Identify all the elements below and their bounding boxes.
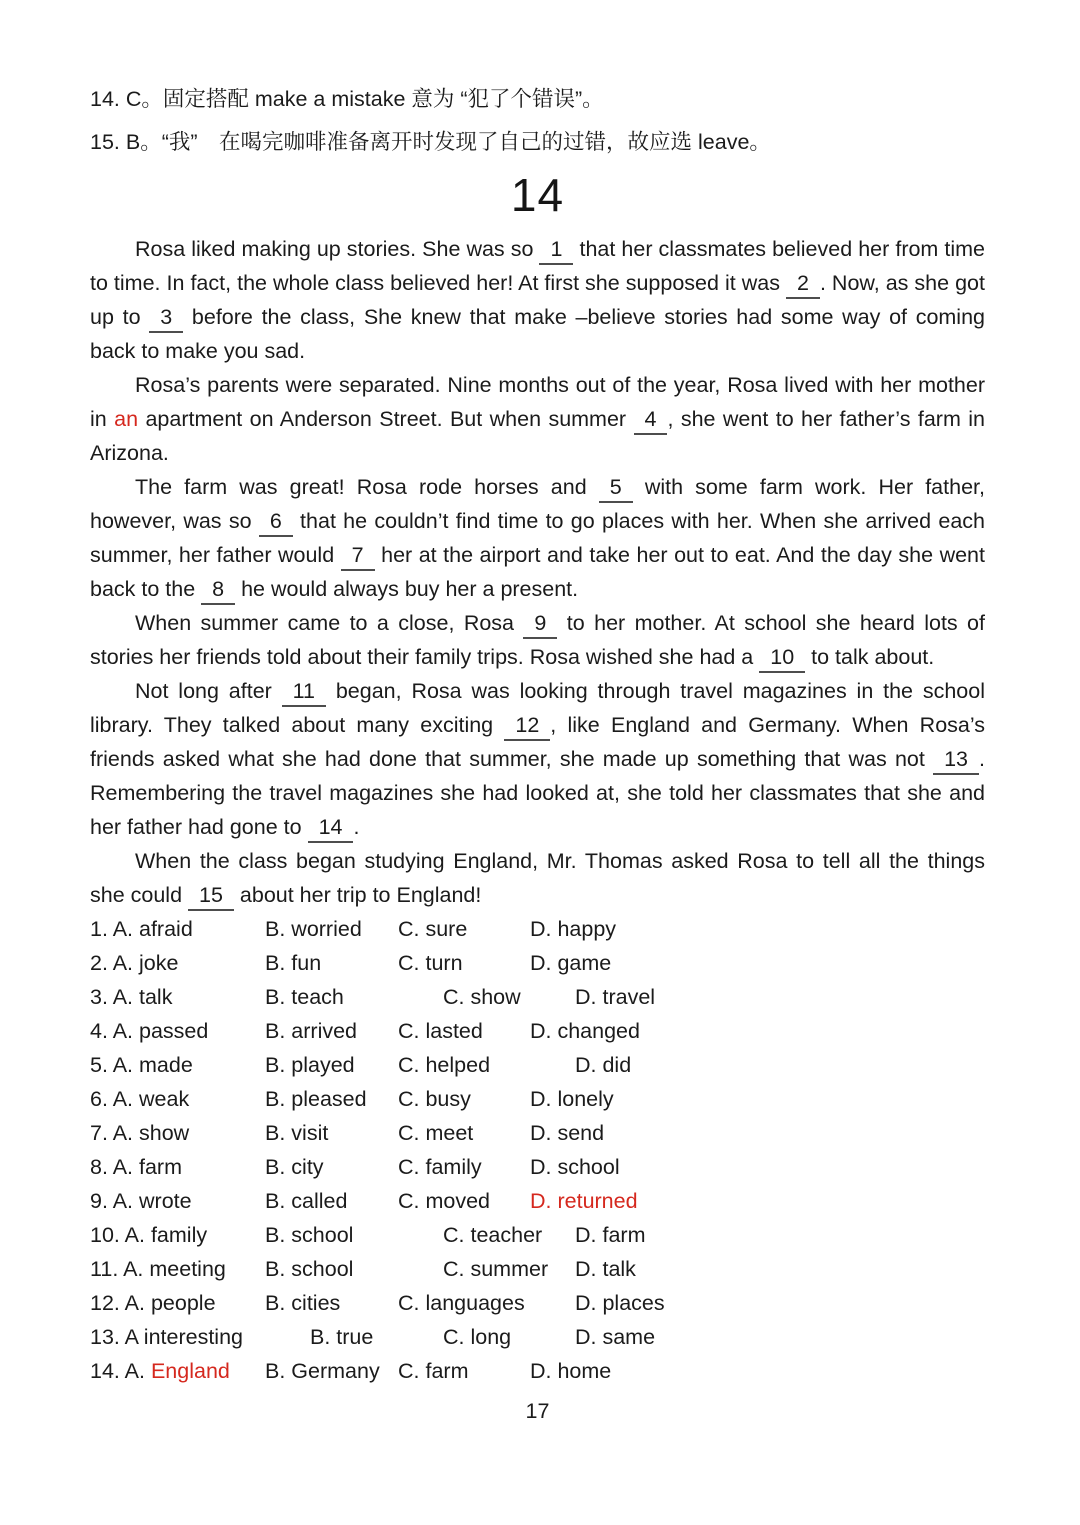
text-segment: that he couldn’t find time to go places with her. When she arrived each summer, her father would [90, 509, 985, 567]
text-segment: B. worried [265, 917, 362, 941]
option-14-B [265, 1354, 398, 1388]
option-12-B [265, 1286, 398, 1320]
option-4-A [90, 1014, 265, 1048]
text-segment: that her classmates believed her from time to time. In fact, the whole class believed her! At first she supposed it was [90, 237, 986, 295]
option-13-A [90, 1320, 265, 1354]
option-4-D [530, 1014, 640, 1048]
option-5-C [398, 1048, 530, 1082]
option-6-B [265, 1082, 398, 1116]
text-segment: 7. A. show [90, 1121, 190, 1145]
text-segment: 10. A. family [90, 1223, 208, 1247]
text-segment: 4. A. passed [90, 1019, 209, 1043]
text-segment: C. sure [398, 917, 468, 941]
option-2-C [398, 946, 530, 980]
text-segment: Rosa liked making up stories. She was so [135, 237, 540, 261]
text-segment: B. Germany [265, 1359, 380, 1383]
option-row-9 [90, 1184, 985, 1218]
option-row-4 [90, 1014, 985, 1048]
option-row-6 [90, 1082, 985, 1116]
option-7-B [265, 1116, 398, 1150]
option-7-C [398, 1116, 530, 1150]
text-segment: began, Rosa was looking through travel magazines in the school library. They talked about many exciting [90, 679, 986, 737]
option-8-D [530, 1150, 620, 1184]
text-segment: . Now, as she got up to [90, 271, 985, 329]
text-segment: about her trip to England! [233, 883, 482, 907]
section-title: 14 [510, 169, 565, 221]
option-3-A [90, 980, 265, 1014]
text-segment: with some farm work. Her father, however, was so [90, 475, 985, 533]
option-9-D [530, 1184, 638, 1218]
text-segment: B. arrived [265, 1019, 358, 1043]
option-2-A [90, 946, 265, 980]
text-segment: D. travel [575, 985, 656, 1009]
text-segment: D. changed [530, 1019, 640, 1043]
red-text: England [150, 1359, 230, 1383]
option-1-A [90, 912, 265, 946]
text-segment: B. school [265, 1257, 354, 1281]
text-segment: C. meet [398, 1121, 474, 1145]
text-segment: C. teacher [443, 1223, 543, 1247]
option-9-C [398, 1184, 530, 1218]
option-11-A [90, 1252, 265, 1286]
text-segment: C. family [398, 1155, 482, 1179]
option-4-B [265, 1014, 398, 1048]
passage-paragraph-5 [90, 674, 985, 844]
text-segment: , like England and Germany. When Rosa’s friends asked what she had done that summer, she made up something that was not [90, 713, 985, 771]
text-segment: B. called [265, 1189, 348, 1213]
text-segment: . [353, 815, 360, 839]
option-3-D [575, 980, 655, 1014]
cloze-blank-6: 6 [259, 508, 293, 537]
text-segment: B. cities [265, 1291, 341, 1315]
option-8-B [265, 1150, 398, 1184]
text-segment: C. summer [443, 1257, 549, 1281]
text-segment: C. helped [398, 1053, 491, 1077]
cloze-blank-3: 3 [149, 304, 183, 333]
option-10-B [265, 1218, 398, 1252]
option-11-D [575, 1252, 636, 1286]
option-14-D [530, 1354, 611, 1388]
text-segment: her at the airport and take her out to eat. And the day she went back to the [90, 543, 985, 601]
text-segment: The farm was great! Rosa rode horses and [135, 475, 599, 499]
text-segment: 14. A. [90, 1359, 151, 1383]
option-4-C [398, 1014, 530, 1048]
text-segment: 5. A. made [90, 1053, 193, 1077]
cloze-blank-15: 15 [188, 882, 234, 911]
option-3-C [443, 980, 575, 1014]
text-segment: 13. A interesting [90, 1325, 243, 1349]
option-11-B [265, 1252, 398, 1286]
text-segment: C. long [443, 1325, 512, 1349]
text-segment: C. busy [398, 1087, 471, 1111]
option-13-B [310, 1320, 443, 1354]
passage-paragraph-6 [90, 844, 985, 912]
cloze-blank-13: 13 [933, 746, 979, 775]
option-9-B [265, 1184, 398, 1218]
page-number: 17 [525, 1399, 550, 1423]
option-5-A [90, 1048, 265, 1082]
cloze-blank-10: 10 [759, 644, 805, 673]
option-1-B [265, 912, 398, 946]
option-7-A [90, 1116, 265, 1150]
option-6-D [530, 1082, 614, 1116]
passage-paragraph-4 [90, 606, 985, 674]
text-segment: D. happy [530, 917, 617, 941]
option-6-C [398, 1082, 530, 1116]
text-segment: D. lonely [530, 1087, 614, 1111]
option-row-7 [90, 1116, 985, 1150]
text-segment: B. played [265, 1053, 355, 1077]
text-segment: B. teach [265, 985, 344, 1009]
option-row-13 [90, 1320, 985, 1354]
text-segment: B. true [310, 1325, 374, 1349]
text-segment: B. pleased [265, 1087, 367, 1111]
option-row-12 [90, 1286, 985, 1320]
text-segment: When summer came to a close, Rosa [135, 611, 524, 635]
option-2-D [530, 946, 611, 980]
text-segment: C. show [443, 985, 521, 1009]
option-6-A [90, 1082, 265, 1116]
option-12-D [575, 1286, 665, 1320]
option-10-A [90, 1218, 265, 1252]
answer-explanation-14: 14. C。固定搭配 make a mistake 意为 “犯了个错误”。 [90, 87, 604, 111]
option-row-11 [90, 1252, 985, 1286]
option-5-B [265, 1048, 398, 1082]
text-segment: D. game [530, 951, 612, 975]
text-segment: 12. A. people [90, 1291, 216, 1315]
text-segment: B. fun [265, 951, 322, 975]
passage-paragraph-1 [90, 232, 985, 368]
text-segment: . Remembering the travel magazines she had looked at, she told her classmates that she and her father had gone to [90, 747, 985, 839]
text-segment: C. languages [398, 1291, 525, 1315]
option-8-C [398, 1150, 530, 1184]
passage-paragraph-2 [90, 368, 985, 470]
option-14-A [90, 1354, 265, 1388]
text-segment: D. same [575, 1325, 656, 1349]
option-10-C [443, 1218, 575, 1252]
cloze-blank-14: 14 [308, 814, 354, 843]
option-1-C [398, 912, 530, 946]
text-segment: B. visit [265, 1121, 329, 1145]
option-11-C [443, 1252, 575, 1286]
text-segment: 11. A. meeting [90, 1257, 226, 1281]
text-segment: to her mother. At school she heard lots of stories her friends told about their family trips. Rosa wished she had a [90, 611, 985, 669]
text-segment: C. moved [398, 1189, 491, 1213]
text-segment: D. farm [575, 1223, 646, 1247]
option-3-B [265, 980, 398, 1014]
cloze-blank-8: 8 [201, 576, 235, 605]
text-segment: D. school [530, 1155, 620, 1179]
text-segment: before the class, She knew that make –believe stories had some way of coming back to make you sad. [90, 305, 985, 363]
option-1-D [530, 912, 616, 946]
red-text: D. returned [530, 1189, 638, 1213]
text-segment: B. school [265, 1223, 354, 1247]
passage-paragraph-3 [90, 470, 985, 606]
text-segment: D. places [575, 1291, 665, 1315]
option-9-A [90, 1184, 265, 1218]
option-13-C [443, 1320, 575, 1354]
text-segment: C. turn [398, 951, 463, 975]
text-segment: 8. A. farm [90, 1155, 183, 1179]
text-segment: D. did [575, 1053, 632, 1077]
cloze-blank-2: 2 [786, 270, 820, 299]
option-row-14 [90, 1354, 985, 1388]
cloze-blank-7: 7 [341, 542, 375, 571]
cloze-blank-5: 5 [599, 474, 633, 503]
text-segment: D. send [530, 1121, 605, 1145]
option-7-D [530, 1116, 604, 1150]
text-segment: to talk about. [805, 645, 935, 669]
option-row-1 [90, 912, 985, 946]
text-segment: , she went to her father’s farm in Arizona. [90, 407, 985, 465]
text-segment: D. home [530, 1359, 612, 1383]
text-segment: 1. A. afraid [90, 917, 193, 941]
option-2-B [265, 946, 398, 980]
text-segment: D. talk [575, 1257, 636, 1281]
text-segment: C. lasted [398, 1019, 483, 1043]
option-14-C [398, 1354, 530, 1388]
option-row-8 [90, 1150, 985, 1184]
text-segment: 2. A. joke [90, 951, 179, 975]
option-5-D [575, 1048, 631, 1082]
option-12-C [398, 1286, 530, 1320]
option-10-D [575, 1218, 645, 1252]
red-text: an [114, 407, 139, 431]
cloze-blank-4: 4 [634, 406, 668, 435]
option-row-3 [90, 980, 985, 1014]
cloze-blank-9: 9 [523, 610, 557, 639]
text-segment: 9. A. wrote [90, 1189, 192, 1213]
option-8-A [90, 1150, 265, 1184]
text-segment: B. city [265, 1155, 324, 1179]
text-segment: he would always buy her a present. [235, 577, 579, 601]
option-13-D [575, 1320, 655, 1354]
option-row-10 [90, 1218, 985, 1252]
text-segment: Rosa’s parents were separated. Nine months out of the year, Rosa lived with her mother in [90, 373, 985, 431]
text-segment: apartment on Anderson Street. But when summer [138, 407, 634, 431]
text-segment: When the class began studying England, Mr. Thomas asked Rosa to tell all the things she could [90, 849, 985, 907]
cloze-blank-11: 11 [282, 678, 326, 707]
options-list [90, 912, 985, 1388]
answer-explanation-15: 15. B。“我” 在喝完咖啡准备离开时发现了自己的过错，故应选 leave。 [90, 130, 771, 154]
option-row-2 [90, 946, 985, 980]
option-row-5 [90, 1048, 985, 1082]
cloze-blank-12: 12 [504, 712, 550, 741]
text-segment: Not long after [135, 679, 282, 703]
cloze-blank-1: 1 [539, 236, 573, 265]
text-segment: C. farm [398, 1359, 469, 1383]
option-12-A [90, 1286, 265, 1320]
text-segment: 3. A. talk [90, 985, 173, 1009]
text-segment: 6. A. weak [90, 1087, 190, 1111]
passage [90, 232, 985, 912]
